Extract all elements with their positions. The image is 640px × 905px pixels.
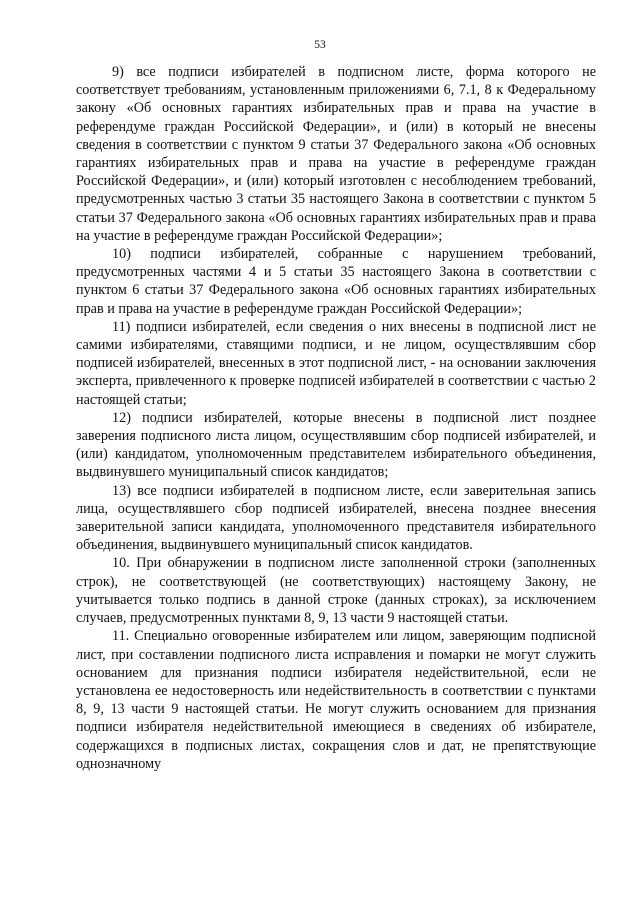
document-body <box>76 63 596 773</box>
paragraph-item-9: 9) все подписи избирателей в подписном листе, форма которого не соответствует требованиям, установленным приложениями 6, 7.1, 8 к Федеральному закону «Об основных гарантиях избирательных прав и права на участие в референдуме граждан Российской Федерации», и (или) в который не внесены сведения в соответствии с пунктом 9 статьи 37 Федерального закона «Об основных гарантиях избирательных прав и права на участие в референдуме граждан Российской Федерации», и (или) который изготовлен с несоблюдением требований, предусмотренных частью 3 статьи 35 настоящего Закона в соответствии с пунктом 5 статьи 37 Федерального закона «Об основных гарантиях избирательных прав и права на участие в референдуме граждан Российской Федерации»; <box>76 64 596 244</box>
paragraph-item-11: 11) подписи избирателей, если сведения о них внесены в подписной лист не самими избирателями, ставящими подписи, и не лицом, осуществлявшим сбор подписей избирателей, внесенных в этот подписной лист, - на основании заключения эксперта, привлеченного к проверке подписей избирателей в соответствии с частью 2 настоящей статьи; <box>76 318 596 408</box>
paragraph-part-10: 10. При обнаружении в подписном листе заполненной строки (заполненных строк), не соответствующей (не соответствующих) настоящему Закону, не учитывается только подпись в данной строке (данных строках), за исключением случаев, предусмотренных пунктами 8, 9, 13 части 9 настоящей статьи. <box>76 555 596 627</box>
paragraph-item-12: 12) подписи избирателей, которые внесены в подписной лист позднее заверения подписного листа лицом, осуществлявшим сбор подписей избирателей, и (или) кандидатом, уполномоченным представителем избирательного объединения, выдвинувшего муниципальный список кандидатов; <box>76 409 596 481</box>
page-number: 53 <box>314 39 326 51</box>
paragraph-item-10: 10) подписи избирателей, собранные с нарушением требований, предусмотренных частями 4 и 5 статьи 35 настоящего Закона в соответствии с пунктом 6 статьи 37 Федерального закона «Об основных гарантиях избирательных прав и права на участие в референдуме граждан Российской Федерации»; <box>76 246 596 317</box>
paragraph-item-13: 13) все подписи избирателей в подписном листе, если заверительная запись лица, осуществлявшего сбор подписей избирателей, внесена позднее внесения заверительной записи кандидата, уполномоченного представителя избирательного объединения, выдвинувшего муниципальный список кандидатов. <box>76 482 596 554</box>
paragraph-part-11: 11. Специально оговоренные избирателем или лицом, заверяющим подписной лист, при составлении подписного листа исправления и помарки не могут служить основанием для признания подписи избирателя недействительной, если не установлена ее недостоверность или недействительность в соответствии с пунктами 8, 9, 13 части 9 настоящей статьи. Не могут служить основанием для признания подписи избирателя недействительной имеющиеся в сведениях об избирателе, содержащихся в подписных листах, сокращения слов и дат, не препятствующие однозначному <box>76 628 596 772</box>
